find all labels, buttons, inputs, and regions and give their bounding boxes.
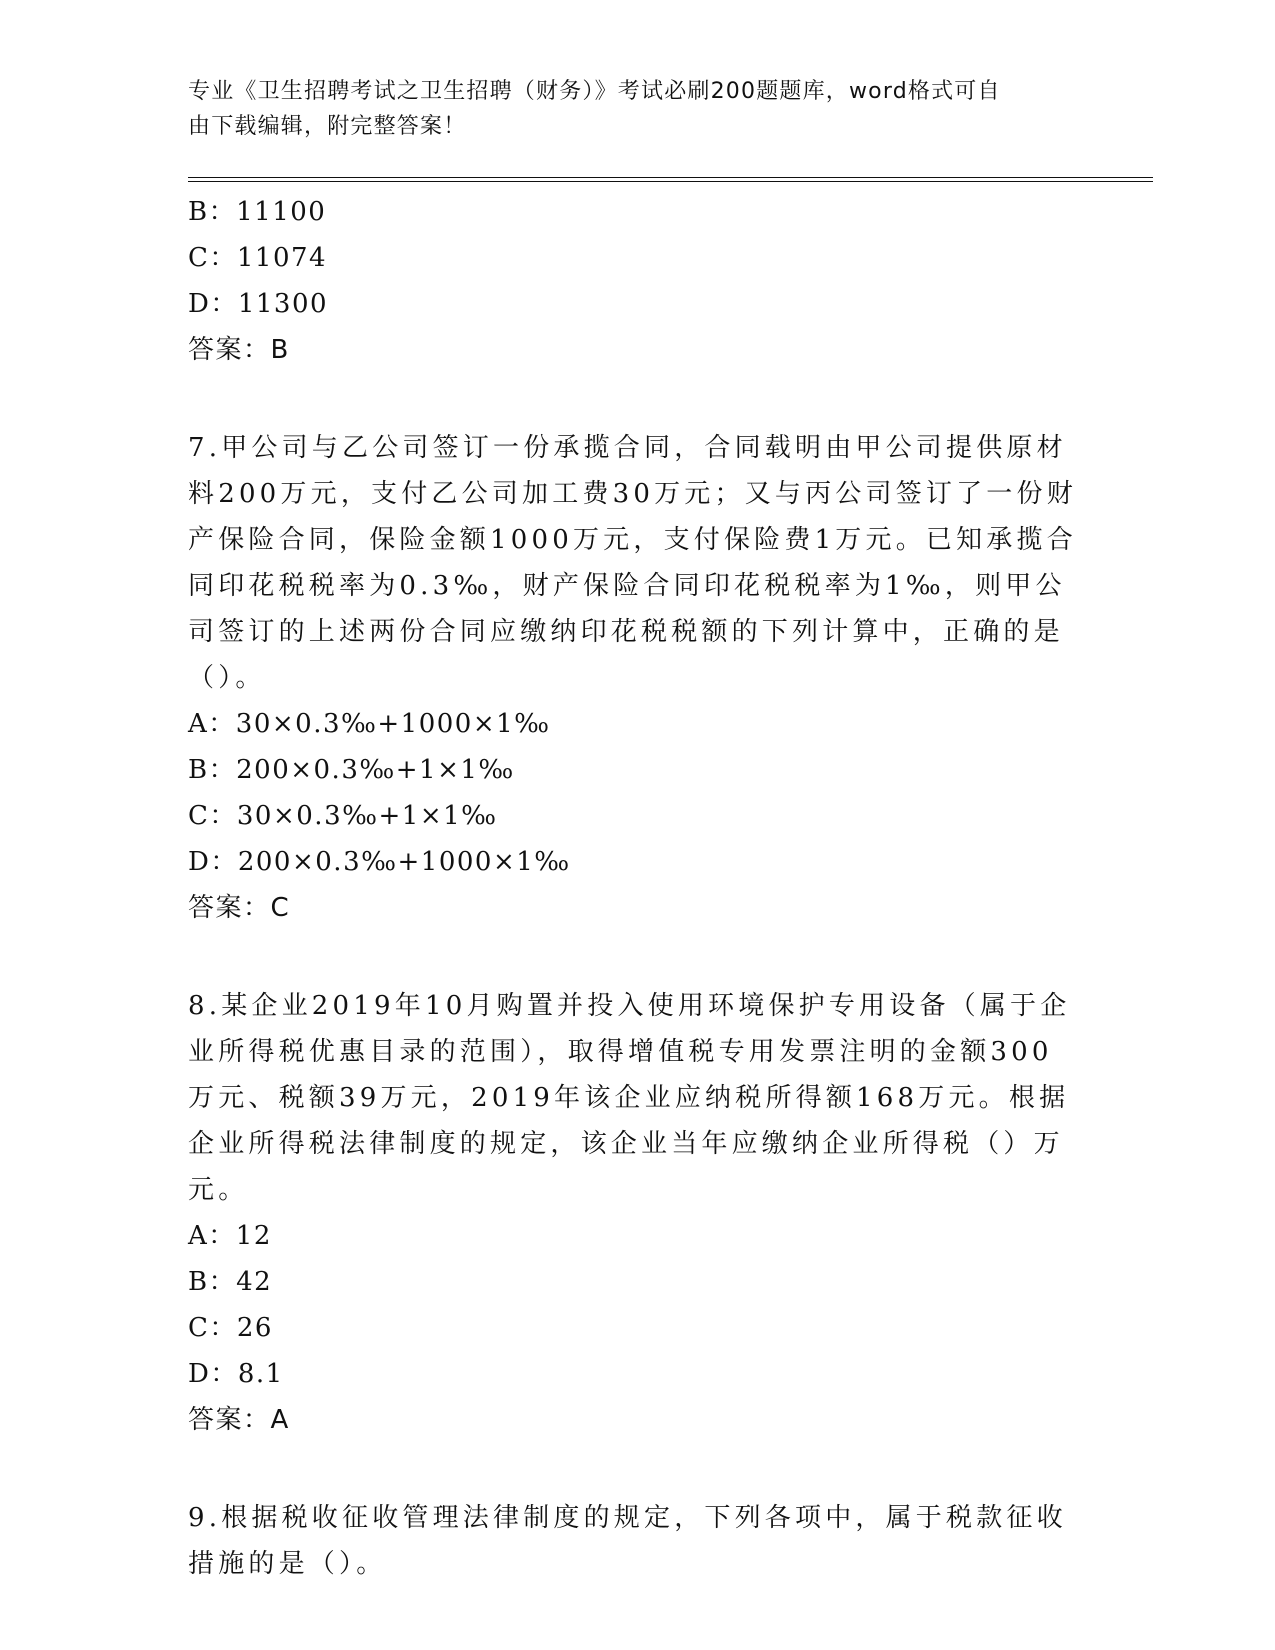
option-c: C：26 — [188, 1313, 273, 1343]
question-stem: 9.根据税收征收管理法律制度的规定，下列各项中，属于税款征收措施的是（）。 — [188, 1503, 1067, 1579]
header-divider-second — [188, 181, 1153, 182]
option-b: B：42 — [188, 1267, 273, 1297]
header-title-line-1: 专业《卫生招聘考试之卫生招聘（财务）》考试必刷200题题库，word格式可自 — [188, 79, 1001, 104]
option-d: D：8.1 — [188, 1359, 284, 1389]
question-stem: 7.甲公司与乙公司签订一份承揽合同，合同载明由甲公司提供原材料200万元，支付乙公司加工费30万元；又与丙公司签订了一份财产保险合同，保险金额1000万元，支付保险费1万元。已知承揽合同印花税税率为0.3‰，财产保险合同印花税税率为1‰，则甲公司签订的上述两份合同应缴纳印花税税额的下列计算中，正确的是（）。 — [188, 433, 1077, 693]
question-7 — [188, 425, 1078, 931]
option-a: A：12 — [188, 1221, 272, 1251]
question-stem: 8.某企业2019年10月购置并投入使用环境保护专用设备（属于企业所得税优惠目录的范围），取得增值税专用发票注明的金额300万元、税额39万元，2019年该企业应纳税所得额168万元。根据企业所得税法律制度的规定，该企业当年应缴纳企业所得税（）万元。 — [188, 991, 1071, 1205]
option-c: C：11074 — [188, 243, 328, 273]
option-c: C：30×0.3‰+1×1‰ — [188, 801, 498, 831]
option-a: A：30×0.3‰+1000×1‰ — [188, 709, 551, 739]
question-9 — [188, 1495, 1078, 1587]
option-b: B：11100 — [188, 197, 327, 227]
option-d: D：11300 — [188, 289, 329, 319]
header-divider — [188, 177, 1153, 178]
question-8 — [188, 983, 1078, 1443]
answer: 答案：B — [188, 335, 290, 365]
option-b: B：200×0.3‰+1×1‰ — [188, 755, 515, 785]
header-title-line-2: 由下载编辑，附完整答案！ — [188, 114, 467, 139]
answer: 答案：A — [188, 1405, 290, 1435]
question-6-tail — [188, 189, 1078, 373]
option-d: D：200×0.3‰+1000×1‰ — [188, 847, 571, 877]
question-list — [188, 189, 1078, 1587]
answer: 答案：C — [188, 893, 291, 923]
document-header — [188, 74, 1068, 144]
